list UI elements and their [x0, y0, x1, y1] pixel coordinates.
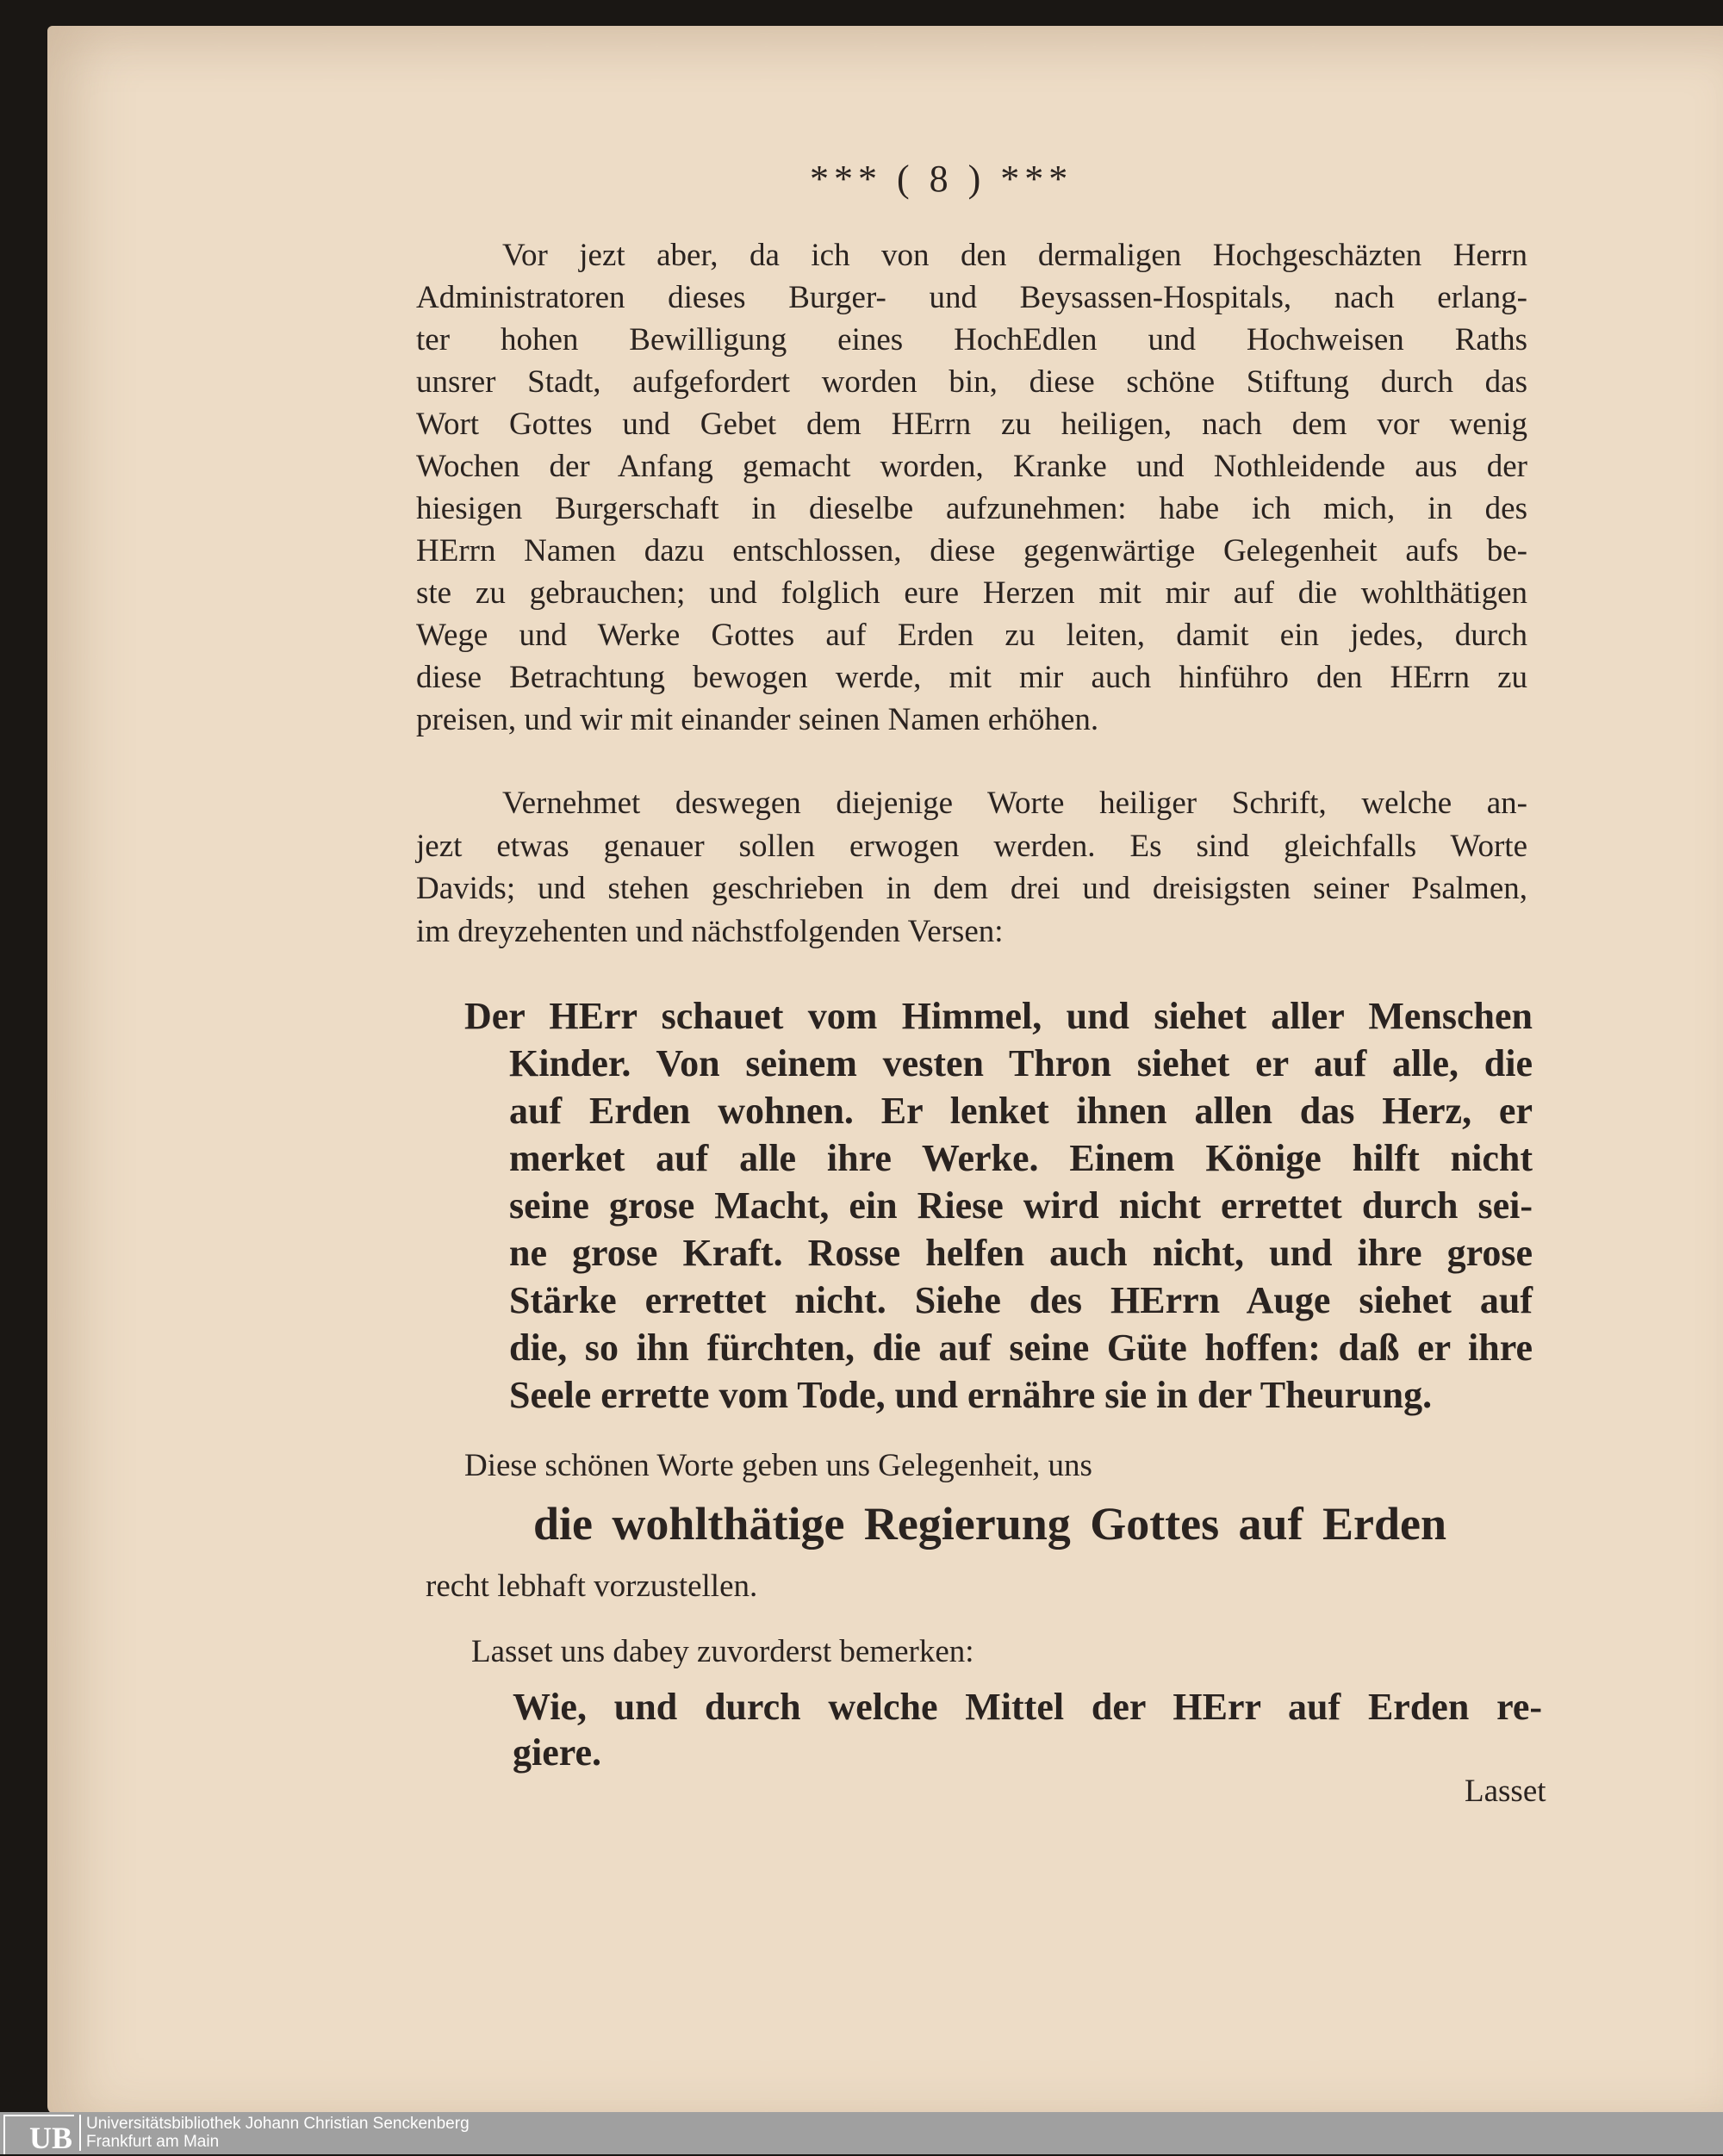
- text-line: Seele errette vom Tode, und ernähre sie in der Theurung.: [509, 1374, 1433, 1416]
- text-line: unsrer Stadt, aufgefordert worden bin, diese schöne Stiftung durch das: [416, 364, 1527, 400]
- first-point: [513, 1684, 1542, 1775]
- text-line: jezt etwas genauer sollen erwogen werden. Es sind gleichfalls Worte: [416, 828, 1527, 864]
- theme-continuation: recht lebhaft vorzustellen.: [426, 1569, 758, 1604]
- text-line: diese Betrachtung bewogen werde, mit mir auch hinführo den HErrn zu: [416, 660, 1527, 695]
- intro-line: Diese schönen Worte geben uns Gelegenheit, uns: [464, 1448, 1092, 1483]
- page-number-header: *** ( 8 ) ***: [810, 158, 1073, 200]
- text-line: ter hohen Bewilligung eines HochEdlen und Hochweisen Raths: [416, 322, 1527, 357]
- text-line: ste zu gebrauchen; und folglich eure Herzen mit mir auf die wohlthätigen: [416, 575, 1527, 611]
- text-line: Davids; und stehen geschrieben in dem drei und dreisigsten seiner Psalmen,: [416, 871, 1527, 906]
- library-footer: [0, 2112, 1723, 2154]
- text-line: preisen, und wir mit einander seinen Namen erhöhen.: [416, 702, 1099, 737]
- paragraph-2: [416, 782, 1527, 953]
- text-line: Wie, und durch welche Mittel der HErr auf Erden re-: [513, 1686, 1542, 1728]
- scripture-quote: [464, 992, 1533, 1419]
- text-line: Vernehmet deswegen diejenige Worte heiliger Schrift, welche an-: [502, 786, 1527, 821]
- first-point-intro: Lasset uns dabey zuvorderst bemerken:: [471, 1634, 974, 1669]
- text-line: merket auf alle ihre Werke. Einem Könige hilft nicht: [509, 1137, 1533, 1179]
- paragraph-1: [416, 234, 1527, 741]
- library-name-line1: Universitätsbibliothek Johann Christian Senckenberg: [86, 2115, 470, 2133]
- library-logo: [3, 2115, 74, 2154]
- text-line: Wort Gottes und Gebet dem HErrn zu heiligen, nach dem vor wenig: [416, 407, 1527, 442]
- text-line: auf Erden wohnen. Er lenket ihnen allen das Herz, er: [509, 1090, 1533, 1132]
- text-line: Wochen der Anfang gemacht worden, Kranke und Nothleidende aus der: [416, 449, 1527, 484]
- text-line: HErrn Namen dazu entschlossen, diese gegenwärtige Gelegenheit aufs be-: [416, 533, 1527, 569]
- text-line: Wege und Werke Gottes auf Erden zu leiten, damit ein jedes, durch: [416, 618, 1527, 653]
- text-line: im dreyzehenten und nächstfolgenden Versen:: [416, 913, 1004, 949]
- text-line: Stärke errettet nicht. Siehe des HErrn Auge siehet auf: [509, 1279, 1533, 1321]
- text-line: Kinder. Von seinem vesten Thron siehet er auf alle, die: [509, 1042, 1533, 1084]
- text-line: hiesigen Burgerschaft in dieselbe aufzunehmen: habe ich mich, in des: [416, 491, 1527, 526]
- text-line: Vor jezt aber, da ich von den dermaligen Hochgeschäzten Herrn: [502, 238, 1527, 273]
- catchword: Lasset: [1465, 1774, 1546, 1809]
- text-line: Der HErr schauet vom Himmel, und siehet aller Menschen: [464, 995, 1533, 1037]
- logo-text: UB: [28, 2121, 72, 2155]
- sermon-theme-heading: die wohlthätige Regierung Gottes auf Erden: [533, 1498, 1446, 1550]
- text-line: Administratoren dieses Burger- und Beysassen-Hospitals, nach erlang-: [416, 280, 1527, 315]
- library-name: [79, 2115, 470, 2151]
- text-line: die, so ihn fürchten, die auf seine Güte hoffen: daß er ihre: [509, 1327, 1533, 1369]
- text-line: seine grose Macht, ein Riese wird nicht errettet durch sei-: [509, 1184, 1533, 1227]
- library-name-line2: Frankfurt am Main: [86, 2133, 220, 2151]
- text-line: giere.: [513, 1731, 602, 1774]
- text-line: ne grose Kraft. Rosse helfen auch nicht, und ihre grose: [509, 1232, 1533, 1274]
